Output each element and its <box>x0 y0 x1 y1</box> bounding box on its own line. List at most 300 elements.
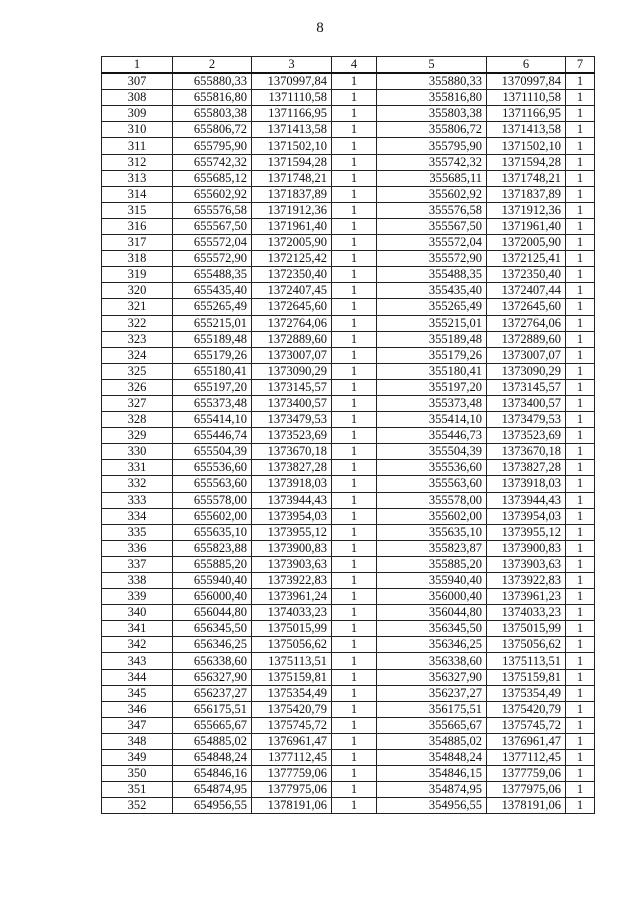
table-row <box>102 267 595 283</box>
table-cell: 655572,04 <box>173 235 252 251</box>
table-cell: 355435,40 <box>377 283 487 299</box>
table-cell: 1 <box>566 315 595 331</box>
table-cell: 1 <box>566 556 595 572</box>
table-cell: 313 <box>102 170 173 186</box>
table-row <box>102 428 595 444</box>
table-cell: 322 <box>102 315 173 331</box>
table-cell: 1 <box>566 428 595 444</box>
table-cell: 1373922,83 <box>487 573 566 589</box>
table-cell: 1 <box>332 589 377 605</box>
table-row <box>102 605 595 621</box>
table-row <box>102 235 595 251</box>
table-cell: 1 <box>332 476 377 492</box>
table-cell: 355576,58 <box>377 202 487 218</box>
table-cell: 310 <box>102 122 173 138</box>
table-cell: 1 <box>332 621 377 637</box>
table-cell: 1 <box>332 524 377 540</box>
table-cell: 1372005,90 <box>252 235 332 251</box>
table-cell: 656346,25 <box>173 637 252 653</box>
table-cell: 311 <box>102 138 173 154</box>
table-cell: 355602,92 <box>377 186 487 202</box>
table-cell: 655215,01 <box>173 315 252 331</box>
table-cell: 1371748,21 <box>252 170 332 186</box>
table-cell: 1 <box>332 412 377 428</box>
table-row <box>102 798 595 814</box>
table-cell: 655488,35 <box>173 267 252 283</box>
table-cell: 1373523,69 <box>487 428 566 444</box>
table-cell: 1 <box>332 460 377 476</box>
table-cell: 355567,50 <box>377 218 487 234</box>
table-cell: 1373955,12 <box>487 524 566 540</box>
table-cell: 1 <box>566 508 595 524</box>
table-row <box>102 750 595 766</box>
page-number: 8 <box>316 20 324 36</box>
table-cell: 341 <box>102 621 173 637</box>
table-cell: 1 <box>566 379 595 395</box>
table-cell: 355795,90 <box>377 138 487 154</box>
table-cell: 1373400,57 <box>252 395 332 411</box>
table-cell: 656345,50 <box>173 621 252 637</box>
table-cell: 1 <box>332 154 377 170</box>
table-cell: 347 <box>102 717 173 733</box>
table-cell: 328 <box>102 412 173 428</box>
table-cell: 1372407,45 <box>252 283 332 299</box>
table-cell: 1 <box>566 90 595 106</box>
table-cell: 1375113,51 <box>487 653 566 669</box>
table-cell: 1373944,43 <box>487 492 566 508</box>
table-cell: 655803,38 <box>173 106 252 122</box>
table-cell: 655576,58 <box>173 202 252 218</box>
table-cell: 355446,73 <box>377 428 487 444</box>
table-cell: 320 <box>102 283 173 299</box>
table-cell: 354874,95 <box>377 782 487 798</box>
table-cell: 1373523,69 <box>252 428 332 444</box>
table-cell: 1372125,41 <box>487 251 566 267</box>
table-row <box>102 701 595 717</box>
table-cell: 342 <box>102 637 173 653</box>
table-cell: 1374033,23 <box>487 605 566 621</box>
table-cell: 655823,88 <box>173 540 252 556</box>
table-cell: 1373145,57 <box>487 379 566 395</box>
table-cell: 1372125,42 <box>252 251 332 267</box>
table-cell: 1 <box>332 138 377 154</box>
column-header-5: 5 <box>377 57 487 74</box>
table-row <box>102 460 595 476</box>
table-row <box>102 251 595 267</box>
table-cell: 1 <box>566 637 595 653</box>
table-cell: 1373918,03 <box>487 476 566 492</box>
column-header-3: 3 <box>252 57 332 74</box>
table-cell: 1372005,90 <box>487 235 566 251</box>
table-row <box>102 556 595 572</box>
table-cell: 1376961,47 <box>252 733 332 749</box>
table-cell: 1 <box>332 331 377 347</box>
table-cell: 1372645,60 <box>487 299 566 315</box>
table-cell: 1 <box>332 540 377 556</box>
table-cell: 655446,74 <box>173 428 252 444</box>
table-cell: 1 <box>332 251 377 267</box>
table-cell: 655578,00 <box>173 492 252 508</box>
table-cell: 1372350,40 <box>252 267 332 283</box>
table-cell: 1372350,40 <box>487 267 566 283</box>
table-cell: 1372889,60 <box>252 331 332 347</box>
table-cell: 355940,40 <box>377 573 487 589</box>
table-row <box>102 395 595 411</box>
table-cell: 1 <box>566 331 595 347</box>
table-cell: 655940,40 <box>173 573 252 589</box>
table-cell: 1377112,45 <box>252 750 332 766</box>
table-cell: 1373903,63 <box>252 556 332 572</box>
table-cell: 324 <box>102 347 173 363</box>
table-cell: 1370997,84 <box>252 73 332 90</box>
table-cell: 355578,00 <box>377 492 487 508</box>
table-cell: 655685,12 <box>173 170 252 186</box>
table-cell: 317 <box>102 235 173 251</box>
table-cell: 1371110,58 <box>252 90 332 106</box>
table-cell: 655816,80 <box>173 90 252 106</box>
table-cell: 355265,49 <box>377 299 487 315</box>
table-cell: 656327,90 <box>173 669 252 685</box>
table-cell: 655602,92 <box>173 186 252 202</box>
table-cell: 355563,60 <box>377 476 487 492</box>
table-cell: 655435,40 <box>173 283 252 299</box>
table-cell: 1 <box>566 122 595 138</box>
table-cell: 1375354,49 <box>487 685 566 701</box>
table-row <box>102 299 595 315</box>
table-cell: 654874,95 <box>173 782 252 798</box>
table-cell: 1 <box>332 637 377 653</box>
table-cell: 1 <box>332 428 377 444</box>
table-cell: 1371502,10 <box>487 138 566 154</box>
table-cell: 355602,00 <box>377 508 487 524</box>
table-cell: 355742,32 <box>377 154 487 170</box>
table-cell: 1373670,18 <box>487 444 566 460</box>
table-row <box>102 170 595 186</box>
table-cell: 1375015,99 <box>252 621 332 637</box>
table-cell: 654846,16 <box>173 766 252 782</box>
table-cell: 1373827,28 <box>252 460 332 476</box>
table-row <box>102 347 595 363</box>
table-cell: 1372889,60 <box>487 331 566 347</box>
table-cell: 1375159,81 <box>252 669 332 685</box>
table-cell: 1371912,36 <box>252 202 332 218</box>
table-cell: 1 <box>566 347 595 363</box>
table-cell: 1 <box>566 395 595 411</box>
table-cell: 346 <box>102 701 173 717</box>
table-cell: 1 <box>566 589 595 605</box>
table-cell: 1373145,57 <box>252 379 332 395</box>
table-cell: 1371110,58 <box>487 90 566 106</box>
table-cell: 355635,10 <box>377 524 487 540</box>
table-cell: 1 <box>566 251 595 267</box>
table-cell: 1 <box>332 73 377 90</box>
table-cell: 1377975,06 <box>252 782 332 798</box>
table-row <box>102 73 595 90</box>
table-cell: 656044,80 <box>173 605 252 621</box>
table-cell: 1 <box>566 540 595 556</box>
table-cell: 655504,39 <box>173 444 252 460</box>
table-row <box>102 685 595 701</box>
table-cell: 355572,04 <box>377 235 487 251</box>
table-cell: 1371413,58 <box>252 122 332 138</box>
table-cell: 1373090,29 <box>487 363 566 379</box>
table-cell: 326 <box>102 379 173 395</box>
table-cell: 312 <box>102 154 173 170</box>
table-cell: 355179,26 <box>377 347 487 363</box>
table-cell: 1 <box>332 90 377 106</box>
table-cell: 315 <box>102 202 173 218</box>
table-cell: 355665,67 <box>377 717 487 733</box>
table-cell: 1 <box>332 508 377 524</box>
table-cell: 1 <box>566 267 595 283</box>
table-cell: 655602,00 <box>173 508 252 524</box>
table-cell: 348 <box>102 733 173 749</box>
table-row <box>102 573 595 589</box>
table-cell: 1 <box>332 685 377 701</box>
table-cell: 331 <box>102 460 173 476</box>
table-cell: 1373007,07 <box>487 347 566 363</box>
table-cell: 1 <box>332 750 377 766</box>
table-cell: 1375745,72 <box>252 717 332 733</box>
table-cell: 1371413,58 <box>487 122 566 138</box>
table-cell: 355504,39 <box>377 444 487 460</box>
table-cell: 1 <box>566 363 595 379</box>
table-cell: 1371166,95 <box>487 106 566 122</box>
table-cell: 1 <box>566 154 595 170</box>
table-cell: 655742,32 <box>173 154 252 170</box>
table-cell: 355572,90 <box>377 251 487 267</box>
table-cell: 1 <box>332 347 377 363</box>
table-cell: 1 <box>566 669 595 685</box>
table-cell: 655806,72 <box>173 122 252 138</box>
table-cell: 1 <box>566 73 595 90</box>
table-cell: 1373670,18 <box>252 444 332 460</box>
table-cell: 314 <box>102 186 173 202</box>
table-cell: 1 <box>566 766 595 782</box>
table-cell: 1378191,06 <box>487 798 566 814</box>
table-cell: 655567,50 <box>173 218 252 234</box>
table-cell: 355215,01 <box>377 315 487 331</box>
table-cell: 1372407,44 <box>487 283 566 299</box>
table-cell: 1370997,84 <box>487 73 566 90</box>
table-cell: 340 <box>102 605 173 621</box>
table-cell: 355488,35 <box>377 267 487 283</box>
table-cell: 1 <box>566 782 595 798</box>
table-cell: 1 <box>332 299 377 315</box>
table-cell: 1 <box>332 444 377 460</box>
table-cell: 316 <box>102 218 173 234</box>
table-cell: 307 <box>102 73 173 90</box>
table-cell: 1373903,63 <box>487 556 566 572</box>
table-cell: 1375056,62 <box>487 637 566 653</box>
coordinates-table <box>101 56 595 814</box>
table-cell: 334 <box>102 508 173 524</box>
table-cell: 343 <box>102 653 173 669</box>
table-cell: 1 <box>332 782 377 798</box>
table-cell: 654848,24 <box>173 750 252 766</box>
table-cell: 655265,49 <box>173 299 252 315</box>
table-cell: 1371961,40 <box>487 218 566 234</box>
table-cell: 1371502,10 <box>252 138 332 154</box>
table-row <box>102 106 595 122</box>
table-cell: 309 <box>102 106 173 122</box>
table-cell: 349 <box>102 750 173 766</box>
table-cell: 1375745,72 <box>487 717 566 733</box>
table-cell: 1 <box>566 733 595 749</box>
table-cell: 355685,11 <box>377 170 487 186</box>
table-cell: 1 <box>566 460 595 476</box>
table-cell: 318 <box>102 251 173 267</box>
table-cell: 355373,48 <box>377 395 487 411</box>
table-cell: 356346,25 <box>377 637 487 653</box>
header-row <box>102 57 595 74</box>
table-cell: 355885,20 <box>377 556 487 572</box>
table-cell: 1 <box>566 218 595 234</box>
table-cell: 1373955,12 <box>252 524 332 540</box>
table-row <box>102 412 595 428</box>
table-cell: 1375420,79 <box>252 701 332 717</box>
table-row <box>102 589 595 605</box>
table-cell: 355180,41 <box>377 363 487 379</box>
table-cell: 355806,72 <box>377 122 487 138</box>
table-cell: 332 <box>102 476 173 492</box>
table-cell: 1 <box>566 524 595 540</box>
table-cell: 355803,38 <box>377 106 487 122</box>
table-cell: 1373007,07 <box>252 347 332 363</box>
table-cell: 356338,60 <box>377 653 487 669</box>
table-cell: 351 <box>102 782 173 798</box>
table-cell: 356237,27 <box>377 685 487 701</box>
table-row <box>102 669 595 685</box>
table-cell: 655885,20 <box>173 556 252 572</box>
table-cell: 1374033,23 <box>252 605 332 621</box>
table-cell: 1 <box>566 444 595 460</box>
table-cell: 1 <box>566 685 595 701</box>
table-cell: 656175,51 <box>173 701 252 717</box>
table-cell: 1371961,40 <box>252 218 332 234</box>
table-row <box>102 733 595 749</box>
table-cell: 1 <box>566 621 595 637</box>
table-body <box>102 73 595 814</box>
table-cell: 1 <box>332 106 377 122</box>
table-cell: 1 <box>332 653 377 669</box>
table-cell: 1375420,79 <box>487 701 566 717</box>
table-cell: 345 <box>102 685 173 701</box>
table-cell: 655563,60 <box>173 476 252 492</box>
table-row <box>102 766 595 782</box>
table-cell: 1375159,81 <box>487 669 566 685</box>
table-cell: 1377759,06 <box>487 766 566 782</box>
table-row <box>102 90 595 106</box>
table-cell: 1 <box>332 605 377 621</box>
table-row <box>102 782 595 798</box>
table-cell: 354956,55 <box>377 798 487 814</box>
table-cell: 1 <box>332 717 377 733</box>
table-cell: 355816,80 <box>377 90 487 106</box>
table-row <box>102 508 595 524</box>
table-cell: 1373961,23 <box>487 589 566 605</box>
table-cell: 655880,33 <box>173 73 252 90</box>
table-row <box>102 637 595 653</box>
table-cell: 1 <box>332 267 377 283</box>
table-cell: 1371912,36 <box>487 202 566 218</box>
table-cell: 1 <box>332 798 377 814</box>
table-row <box>102 331 595 347</box>
table-cell: 355189,48 <box>377 331 487 347</box>
table-cell: 655373,48 <box>173 395 252 411</box>
table-cell: 1 <box>332 218 377 234</box>
table-cell: 350 <box>102 766 173 782</box>
table-cell: 339 <box>102 589 173 605</box>
table-cell: 1 <box>332 283 377 299</box>
column-header-4: 4 <box>332 57 377 74</box>
table-cell: 1 <box>566 299 595 315</box>
table-row <box>102 717 595 733</box>
table-cell: 319 <box>102 267 173 283</box>
table-cell: 356327,90 <box>377 669 487 685</box>
table-row <box>102 138 595 154</box>
table-row <box>102 186 595 202</box>
table-row <box>102 218 595 234</box>
table-cell: 1372764,06 <box>252 315 332 331</box>
table-cell: 1 <box>566 717 595 733</box>
table-cell: 1 <box>566 701 595 717</box>
table-cell: 1373827,28 <box>487 460 566 476</box>
table-cell: 354848,24 <box>377 750 487 766</box>
table-cell: 335 <box>102 524 173 540</box>
table-cell: 308 <box>102 90 173 106</box>
table-cell: 1 <box>332 492 377 508</box>
table-cell: 325 <box>102 363 173 379</box>
table-cell: 1 <box>332 766 377 782</box>
table-cell: 1 <box>332 315 377 331</box>
table-row <box>102 283 595 299</box>
table-cell: 1373954,03 <box>487 508 566 524</box>
table-cell: 1372764,06 <box>487 315 566 331</box>
table-cell: 337 <box>102 556 173 572</box>
table-cell: 1 <box>332 573 377 589</box>
table-cell: 1 <box>566 653 595 669</box>
table-cell: 1 <box>332 701 377 717</box>
table-cell: 1375354,49 <box>252 685 332 701</box>
table-cell: 352 <box>102 798 173 814</box>
table-cell: 1372645,60 <box>252 299 332 315</box>
table-cell: 1 <box>332 202 377 218</box>
table-cell: 1 <box>332 395 377 411</box>
table-cell: 1 <box>566 202 595 218</box>
table-cell: 1371748,21 <box>487 170 566 186</box>
table-row <box>102 476 595 492</box>
table-cell: 1371594,28 <box>487 154 566 170</box>
table-cell: 656000,40 <box>173 589 252 605</box>
table-cell: 655665,67 <box>173 717 252 733</box>
table-cell: 1377975,06 <box>487 782 566 798</box>
table-cell: 1377759,06 <box>252 766 332 782</box>
table-cell: 323 <box>102 331 173 347</box>
table-cell: 655197,20 <box>173 379 252 395</box>
table-cell: 355880,33 <box>377 73 487 90</box>
table-cell: 1373918,03 <box>252 476 332 492</box>
table-cell: 1 <box>566 573 595 589</box>
table-cell: 356044,80 <box>377 605 487 621</box>
table-cell: 1 <box>332 669 377 685</box>
table-header <box>102 57 595 74</box>
table-cell: 655572,90 <box>173 251 252 267</box>
table-cell: 1373900,83 <box>252 540 332 556</box>
table-cell: 655189,48 <box>173 331 252 347</box>
table-cell: 1373922,83 <box>252 573 332 589</box>
table-cell: 1 <box>332 363 377 379</box>
